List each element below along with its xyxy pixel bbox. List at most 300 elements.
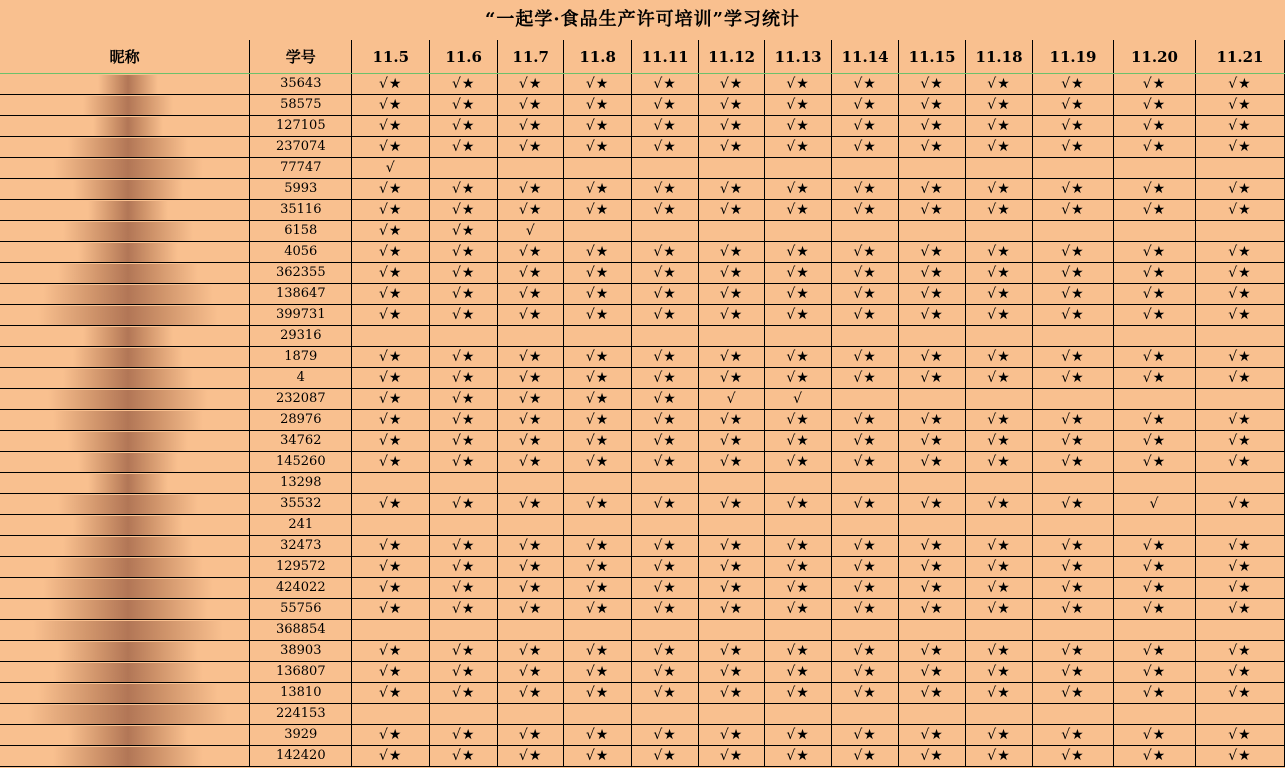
attendance-mark-cell[interactable]: √★	[430, 746, 498, 767]
nickname-cell-redacted[interactable]	[0, 683, 250, 704]
attendance-mark-cell[interactable]: √★	[832, 452, 899, 473]
attendance-mark-cell[interactable]: √★	[564, 599, 632, 620]
attendance-mark-cell[interactable]: √★	[1114, 641, 1196, 662]
attendance-mark-cell[interactable]: √★	[632, 683, 699, 704]
attendance-mark-cell[interactable]: √★	[765, 557, 832, 578]
attendance-mark-cell[interactable]: √★	[430, 179, 498, 200]
student-id-cell[interactable]: 6158	[250, 221, 352, 242]
attendance-mark-cell[interactable]: √★	[899, 536, 966, 557]
header-date[interactable]: 11.18	[966, 40, 1033, 74]
attendance-mark-cell[interactable]: √★	[966, 725, 1033, 746]
attendance-mark-cell[interactable]	[899, 326, 966, 347]
attendance-mark-cell[interactable]: √★	[430, 305, 498, 326]
attendance-mark-cell[interactable]: √★	[1114, 536, 1196, 557]
student-id-cell[interactable]: 142420	[250, 746, 352, 767]
attendance-mark-cell[interactable]	[1033, 620, 1114, 641]
attendance-mark-cell[interactable]	[899, 473, 966, 494]
attendance-mark-cell[interactable]: √★	[430, 95, 498, 116]
nickname-cell-redacted[interactable]	[0, 536, 250, 557]
attendance-mark-cell[interactable]: √★	[632, 74, 699, 95]
attendance-mark-cell[interactable]: √★	[699, 242, 765, 263]
attendance-mark-cell[interactable]: √★	[765, 116, 832, 137]
attendance-mark-cell[interactable]: √★	[498, 284, 564, 305]
attendance-mark-cell[interactable]: √★	[564, 179, 632, 200]
attendance-mark-cell[interactable]: √★	[765, 368, 832, 389]
attendance-mark-cell[interactable]: √★	[1033, 578, 1114, 599]
attendance-mark-cell[interactable]: √★	[564, 137, 632, 158]
attendance-mark-cell[interactable]: √★	[430, 263, 498, 284]
nickname-cell-redacted[interactable]	[0, 578, 250, 599]
attendance-mark-cell[interactable]: √★	[699, 431, 765, 452]
attendance-mark-cell[interactable]: √★	[564, 263, 632, 284]
attendance-mark-cell[interactable]: √★	[1195, 578, 1284, 599]
attendance-mark-cell[interactable]: √★	[899, 284, 966, 305]
attendance-mark-cell[interactable]: √★	[899, 452, 966, 473]
attendance-mark-cell[interactable]: √★	[632, 494, 699, 515]
attendance-mark-cell[interactable]: √★	[1195, 431, 1284, 452]
attendance-mark-cell[interactable]: √★	[1033, 242, 1114, 263]
attendance-mark-cell[interactable]: √★	[765, 200, 832, 221]
attendance-mark-cell[interactable]	[564, 326, 632, 347]
attendance-mark-cell[interactable]	[1114, 704, 1196, 725]
attendance-mark-cell[interactable]: √★	[632, 452, 699, 473]
student-id-cell[interactable]: 237074	[250, 137, 352, 158]
attendance-mark-cell[interactable]: √★	[899, 95, 966, 116]
attendance-mark-cell[interactable]: √★	[352, 368, 430, 389]
nickname-cell-redacted[interactable]	[0, 515, 250, 536]
attendance-mark-cell[interactable]: √★	[1114, 179, 1196, 200]
attendance-mark-cell[interactable]	[1195, 704, 1284, 725]
attendance-mark-cell[interactable]: √★	[352, 137, 430, 158]
student-id-cell[interactable]: 58575	[250, 95, 352, 116]
attendance-mark-cell[interactable]: √★	[699, 452, 765, 473]
attendance-mark-cell[interactable]: √★	[1195, 452, 1284, 473]
student-id-cell[interactable]: 55756	[250, 599, 352, 620]
attendance-mark-cell[interactable]: √★	[564, 347, 632, 368]
header-date[interactable]: 11.5	[352, 40, 430, 74]
attendance-mark-cell[interactable]: √★	[632, 578, 699, 599]
attendance-mark-cell[interactable]	[632, 221, 699, 242]
attendance-mark-cell[interactable]: √★	[765, 599, 832, 620]
attendance-mark-cell[interactable]: √★	[352, 557, 430, 578]
attendance-mark-cell[interactable]: √★	[832, 116, 899, 137]
attendance-mark-cell[interactable]: √★	[1195, 242, 1284, 263]
attendance-mark-cell[interactable]: √★	[352, 95, 430, 116]
attendance-mark-cell[interactable]: √★	[966, 410, 1033, 431]
student-id-cell[interactable]: 4056	[250, 242, 352, 263]
student-id-cell[interactable]: 28976	[250, 410, 352, 431]
attendance-mark-cell[interactable]: √★	[352, 263, 430, 284]
attendance-mark-cell[interactable]: √★	[352, 284, 430, 305]
attendance-mark-cell[interactable]: √★	[498, 116, 564, 137]
attendance-mark-cell[interactable]: √★	[352, 389, 430, 410]
attendance-mark-cell[interactable]	[1033, 704, 1114, 725]
attendance-mark-cell[interactable]: √★	[430, 368, 498, 389]
attendance-mark-cell[interactable]: √★	[632, 242, 699, 263]
header-date[interactable]: 11.7	[498, 40, 564, 74]
attendance-mark-cell[interactable]	[1114, 389, 1196, 410]
attendance-mark-cell[interactable]: √★	[1033, 410, 1114, 431]
attendance-mark-cell[interactable]: √★	[899, 746, 966, 767]
attendance-mark-cell[interactable]: √★	[352, 746, 430, 767]
attendance-mark-cell[interactable]: √★	[966, 305, 1033, 326]
attendance-mark-cell[interactable]	[632, 515, 699, 536]
attendance-mark-cell[interactable]: √★	[352, 578, 430, 599]
attendance-mark-cell[interactable]: √★	[1114, 368, 1196, 389]
attendance-mark-cell[interactable]: √★	[765, 641, 832, 662]
attendance-mark-cell[interactable]	[832, 221, 899, 242]
attendance-mark-cell[interactable]: √★	[498, 431, 564, 452]
attendance-mark-cell[interactable]: √★	[1114, 557, 1196, 578]
attendance-mark-cell[interactable]	[966, 620, 1033, 641]
attendance-mark-cell[interactable]: √★	[1033, 452, 1114, 473]
attendance-mark-cell[interactable]	[1033, 389, 1114, 410]
attendance-mark-cell[interactable]: √★	[765, 578, 832, 599]
attendance-mark-cell[interactable]: √★	[832, 557, 899, 578]
student-id-cell[interactable]: 35532	[250, 494, 352, 515]
student-id-cell[interactable]: 138647	[250, 284, 352, 305]
attendance-mark-cell[interactable]: √★	[430, 662, 498, 683]
header-date[interactable]: 11.13	[765, 40, 832, 74]
attendance-mark-cell[interactable]: √★	[899, 137, 966, 158]
nickname-cell-redacted[interactable]	[0, 74, 250, 95]
attendance-mark-cell[interactable]	[1114, 326, 1196, 347]
attendance-mark-cell[interactable]: √★	[1195, 536, 1284, 557]
attendance-mark-cell[interactable]: √★	[430, 410, 498, 431]
attendance-mark-cell[interactable]	[1114, 158, 1196, 179]
attendance-mark-cell[interactable]: √★	[1033, 557, 1114, 578]
header-date[interactable]: 11.21	[1195, 40, 1284, 74]
attendance-mark-cell[interactable]: √★	[1114, 746, 1196, 767]
attendance-mark-cell[interactable]	[632, 158, 699, 179]
attendance-mark-cell[interactable]: √★	[899, 557, 966, 578]
attendance-mark-cell[interactable]	[632, 326, 699, 347]
nickname-cell-redacted[interactable]	[0, 116, 250, 137]
attendance-mark-cell[interactable]	[966, 515, 1033, 536]
attendance-mark-cell[interactable]	[699, 221, 765, 242]
attendance-mark-cell[interactable]: √★	[832, 179, 899, 200]
attendance-mark-cell[interactable]	[1114, 221, 1196, 242]
header-date[interactable]: 11.8	[564, 40, 632, 74]
attendance-mark-cell[interactable]: √★	[632, 200, 699, 221]
attendance-mark-cell[interactable]: √★	[1033, 116, 1114, 137]
attendance-mark-cell[interactable]	[430, 620, 498, 641]
attendance-mark-cell[interactable]: √★	[765, 431, 832, 452]
attendance-mark-cell[interactable]: √★	[832, 200, 899, 221]
attendance-mark-cell[interactable]	[564, 221, 632, 242]
header-date[interactable]: 11.12	[699, 40, 765, 74]
attendance-mark-cell[interactable]: √★	[1114, 242, 1196, 263]
student-id-cell[interactable]: 13810	[250, 683, 352, 704]
attendance-mark-cell[interactable]: √★	[430, 221, 498, 242]
attendance-mark-cell[interactable]	[765, 704, 832, 725]
attendance-mark-cell[interactable]: √★	[1114, 431, 1196, 452]
attendance-mark-cell[interactable]: √★	[899, 74, 966, 95]
nickname-cell-redacted[interactable]	[0, 599, 250, 620]
attendance-mark-cell[interactable]: √★	[1195, 263, 1284, 284]
attendance-mark-cell[interactable]: √★	[765, 746, 832, 767]
attendance-mark-cell[interactable]: √★	[564, 725, 632, 746]
attendance-mark-cell[interactable]	[1195, 389, 1284, 410]
attendance-mark-cell[interactable]: √★	[966, 368, 1033, 389]
attendance-mark-cell[interactable]: √★	[832, 263, 899, 284]
attendance-mark-cell[interactable]	[699, 704, 765, 725]
attendance-mark-cell[interactable]: √★	[564, 431, 632, 452]
attendance-mark-cell[interactable]: √★	[899, 347, 966, 368]
attendance-mark-cell[interactable]: √★	[966, 347, 1033, 368]
nickname-cell-redacted[interactable]	[0, 368, 250, 389]
attendance-mark-cell[interactable]: √★	[498, 200, 564, 221]
attendance-mark-cell[interactable]: √★	[1114, 116, 1196, 137]
attendance-mark-cell[interactable]: √★	[564, 578, 632, 599]
attendance-mark-cell[interactable]: √★	[632, 263, 699, 284]
attendance-mark-cell[interactable]: √★	[765, 494, 832, 515]
attendance-mark-cell[interactable]	[765, 326, 832, 347]
attendance-mark-cell[interactable]: √★	[899, 662, 966, 683]
attendance-mark-cell[interactable]	[564, 704, 632, 725]
attendance-mark-cell[interactable]: √★	[899, 116, 966, 137]
student-id-cell[interactable]: 224153	[250, 704, 352, 725]
header-id[interactable]: 学号	[250, 40, 352, 74]
student-id-cell[interactable]: 1879	[250, 347, 352, 368]
attendance-mark-cell[interactable]: √★	[632, 641, 699, 662]
attendance-mark-cell[interactable]: √★	[564, 494, 632, 515]
attendance-mark-cell[interactable]	[564, 620, 632, 641]
attendance-mark-cell[interactable]: √★	[966, 263, 1033, 284]
attendance-mark-cell[interactable]	[699, 620, 765, 641]
attendance-mark-cell[interactable]: √★	[765, 725, 832, 746]
attendance-mark-cell[interactable]: √★	[765, 662, 832, 683]
attendance-mark-cell[interactable]: √★	[899, 179, 966, 200]
attendance-mark-cell[interactable]: √★	[1195, 284, 1284, 305]
student-id-cell[interactable]: 368854	[250, 620, 352, 641]
attendance-mark-cell[interactable]	[1033, 515, 1114, 536]
attendance-mark-cell[interactable]: √★	[632, 116, 699, 137]
attendance-mark-cell[interactable]: √★	[352, 347, 430, 368]
attendance-mark-cell[interactable]: √★	[352, 452, 430, 473]
attendance-mark-cell[interactable]: √★	[498, 725, 564, 746]
attendance-mark-cell[interactable]: √★	[765, 410, 832, 431]
nickname-cell-redacted[interactable]	[0, 200, 250, 221]
attendance-mark-cell[interactable]: √★	[1195, 200, 1284, 221]
attendance-mark-cell[interactable]: √★	[765, 137, 832, 158]
attendance-mark-cell[interactable]: √★	[632, 746, 699, 767]
attendance-mark-cell[interactable]	[564, 158, 632, 179]
attendance-mark-cell[interactable]: √★	[352, 431, 430, 452]
attendance-mark-cell[interactable]: √★	[832, 536, 899, 557]
attendance-mark-cell[interactable]: √★	[966, 116, 1033, 137]
nickname-cell-redacted[interactable]	[0, 431, 250, 452]
attendance-mark-cell[interactable]	[352, 515, 430, 536]
attendance-mark-cell[interactable]: √★	[564, 389, 632, 410]
attendance-mark-cell[interactable]: √★	[699, 746, 765, 767]
attendance-mark-cell[interactable]: √★	[564, 368, 632, 389]
attendance-mark-cell[interactable]: √★	[498, 557, 564, 578]
attendance-mark-cell[interactable]: √★	[1114, 200, 1196, 221]
header-date[interactable]: 11.19	[1033, 40, 1114, 74]
attendance-mark-cell[interactable]: √★	[632, 662, 699, 683]
student-id-cell[interactable]: 5993	[250, 179, 352, 200]
attendance-mark-cell[interactable]: √★	[1033, 347, 1114, 368]
attendance-mark-cell[interactable]: √★	[1114, 74, 1196, 95]
student-id-cell[interactable]: 34762	[250, 431, 352, 452]
attendance-mark-cell[interactable]	[352, 473, 430, 494]
attendance-mark-cell[interactable]: √★	[1114, 725, 1196, 746]
attendance-mark-cell[interactable]: √★	[430, 494, 498, 515]
nickname-cell-redacted[interactable]	[0, 620, 250, 641]
attendance-mark-cell[interactable]	[430, 326, 498, 347]
attendance-mark-cell[interactable]	[1114, 473, 1196, 494]
student-id-cell[interactable]: 129572	[250, 557, 352, 578]
student-id-cell[interactable]: 241	[250, 515, 352, 536]
attendance-mark-cell[interactable]: √★	[832, 284, 899, 305]
student-id-cell[interactable]: 145260	[250, 452, 352, 473]
attendance-mark-cell[interactable]: √★	[1033, 599, 1114, 620]
attendance-mark-cell[interactable]: √★	[1195, 557, 1284, 578]
attendance-mark-cell[interactable]	[1195, 620, 1284, 641]
attendance-mark-cell[interactable]: √★	[352, 410, 430, 431]
attendance-mark-cell[interactable]	[966, 158, 1033, 179]
attendance-mark-cell[interactable]	[1033, 158, 1114, 179]
attendance-mark-cell[interactable]: √★	[765, 536, 832, 557]
attendance-mark-cell[interactable]: √★	[699, 557, 765, 578]
attendance-mark-cell[interactable]: √★	[632, 410, 699, 431]
attendance-mark-cell[interactable]	[352, 620, 430, 641]
attendance-mark-cell[interactable]: √★	[632, 725, 699, 746]
attendance-mark-cell[interactable]: √★	[1195, 95, 1284, 116]
attendance-mark-cell[interactable]: √★	[699, 410, 765, 431]
attendance-mark-cell[interactable]	[899, 515, 966, 536]
attendance-mark-cell[interactable]	[564, 473, 632, 494]
attendance-mark-cell[interactable]: √★	[498, 410, 564, 431]
nickname-cell-redacted[interactable]	[0, 179, 250, 200]
attendance-mark-cell[interactable]: √★	[430, 284, 498, 305]
attendance-mark-cell[interactable]	[832, 515, 899, 536]
attendance-mark-cell[interactable]: √★	[632, 389, 699, 410]
attendance-mark-cell[interactable]: √★	[564, 536, 632, 557]
attendance-mark-cell[interactable]	[430, 473, 498, 494]
attendance-mark-cell[interactable]: √★	[1114, 410, 1196, 431]
attendance-mark-cell[interactable]: √★	[966, 74, 1033, 95]
attendance-mark-cell[interactable]: √★	[1195, 725, 1284, 746]
attendance-mark-cell[interactable]	[765, 221, 832, 242]
attendance-mark-cell[interactable]: √★	[430, 242, 498, 263]
attendance-mark-cell[interactable]: √★	[498, 536, 564, 557]
attendance-mark-cell[interactable]: √★	[1195, 347, 1284, 368]
student-id-cell[interactable]: 32473	[250, 536, 352, 557]
attendance-mark-cell[interactable]	[1033, 221, 1114, 242]
attendance-mark-cell[interactable]: √★	[564, 746, 632, 767]
attendance-mark-cell[interactable]: √★	[699, 284, 765, 305]
attendance-mark-cell[interactable]: √★	[699, 95, 765, 116]
student-id-cell[interactable]: 424022	[250, 578, 352, 599]
attendance-mark-cell[interactable]: √★	[498, 578, 564, 599]
attendance-mark-cell[interactable]: √★	[765, 452, 832, 473]
attendance-mark-cell[interactable]: √★	[1114, 137, 1196, 158]
attendance-mark-cell[interactable]: √★	[632, 599, 699, 620]
attendance-mark-cell[interactable]: √★	[1195, 116, 1284, 137]
attendance-mark-cell[interactable]	[966, 473, 1033, 494]
attendance-mark-cell[interactable]	[899, 620, 966, 641]
attendance-mark-cell[interactable]: √★	[632, 557, 699, 578]
attendance-mark-cell[interactable]	[1195, 158, 1284, 179]
attendance-mark-cell[interactable]: √★	[498, 452, 564, 473]
attendance-mark-cell[interactable]: √★	[832, 599, 899, 620]
attendance-mark-cell[interactable]: √★	[765, 263, 832, 284]
attendance-mark-cell[interactable]	[966, 389, 1033, 410]
attendance-mark-cell[interactable]: √★	[498, 74, 564, 95]
attendance-mark-cell[interactable]: √★	[632, 347, 699, 368]
attendance-mark-cell[interactable]: √★	[564, 410, 632, 431]
attendance-mark-cell[interactable]: √★	[832, 494, 899, 515]
attendance-mark-cell[interactable]: √★	[430, 683, 498, 704]
attendance-mark-cell[interactable]	[498, 326, 564, 347]
student-id-cell[interactable]: 399731	[250, 305, 352, 326]
attendance-mark-cell[interactable]: √★	[699, 578, 765, 599]
attendance-mark-cell[interactable]: √★	[632, 536, 699, 557]
attendance-mark-cell[interactable]: √★	[765, 347, 832, 368]
attendance-mark-cell[interactable]: √★	[498, 305, 564, 326]
attendance-mark-cell[interactable]: √★	[632, 305, 699, 326]
student-id-cell[interactable]: 136807	[250, 662, 352, 683]
attendance-mark-cell[interactable]: √★	[498, 683, 564, 704]
attendance-mark-cell[interactable]: √★	[899, 599, 966, 620]
attendance-mark-cell[interactable]	[1195, 473, 1284, 494]
attendance-mark-cell[interactable]: √★	[899, 305, 966, 326]
attendance-mark-cell[interactable]: √★	[832, 725, 899, 746]
attendance-mark-cell[interactable]: √★	[1195, 641, 1284, 662]
attendance-mark-cell[interactable]: √★	[832, 368, 899, 389]
attendance-mark-cell[interactable]: √★	[899, 410, 966, 431]
attendance-mark-cell[interactable]: √★	[564, 242, 632, 263]
attendance-mark-cell[interactable]	[498, 158, 564, 179]
attendance-mark-cell[interactable]: √★	[430, 557, 498, 578]
attendance-mark-cell[interactable]: √★	[832, 662, 899, 683]
attendance-mark-cell[interactable]: √★	[632, 179, 699, 200]
attendance-mark-cell[interactable]: √★	[498, 347, 564, 368]
attendance-mark-cell[interactable]: √★	[1114, 452, 1196, 473]
nickname-cell-redacted[interactable]	[0, 662, 250, 683]
attendance-mark-cell[interactable]: √★	[966, 599, 1033, 620]
nickname-cell-redacted[interactable]	[0, 221, 250, 242]
attendance-mark-cell[interactable]: √★	[352, 536, 430, 557]
attendance-mark-cell[interactable]: √★	[632, 431, 699, 452]
attendance-mark-cell[interactable]: √★	[832, 641, 899, 662]
attendance-mark-cell[interactable]	[899, 704, 966, 725]
attendance-mark-cell[interactable]	[899, 389, 966, 410]
attendance-mark-cell[interactable]	[966, 221, 1033, 242]
attendance-mark-cell[interactable]: √★	[699, 200, 765, 221]
attendance-mark-cell[interactable]	[1114, 515, 1196, 536]
attendance-mark-cell[interactable]	[832, 326, 899, 347]
attendance-mark-cell[interactable]: √★	[899, 263, 966, 284]
attendance-mark-cell[interactable]: √★	[352, 221, 430, 242]
attendance-mark-cell[interactable]: √★	[1195, 746, 1284, 767]
attendance-mark-cell[interactable]: √★	[564, 95, 632, 116]
attendance-mark-cell[interactable]: √★	[899, 368, 966, 389]
attendance-mark-cell[interactable]: √★	[498, 662, 564, 683]
attendance-mark-cell[interactable]	[899, 158, 966, 179]
attendance-mark-cell[interactable]: √★	[765, 683, 832, 704]
attendance-mark-cell[interactable]: √★	[430, 599, 498, 620]
attendance-mark-cell[interactable]: √★	[832, 578, 899, 599]
attendance-mark-cell[interactable]	[699, 515, 765, 536]
attendance-mark-cell[interactable]: √★	[832, 95, 899, 116]
attendance-mark-cell[interactable]: √★	[352, 662, 430, 683]
attendance-mark-cell[interactable]: √★	[564, 200, 632, 221]
attendance-mark-cell[interactable]: √★	[899, 683, 966, 704]
attendance-mark-cell[interactable]: √	[352, 158, 430, 179]
